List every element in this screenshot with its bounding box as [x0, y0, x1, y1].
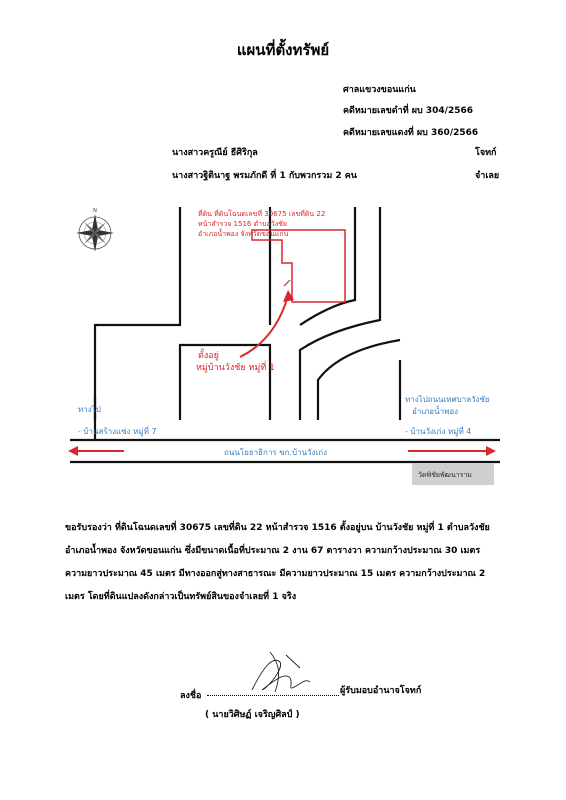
road-curve-inner: [300, 207, 355, 325]
plot-label: ที่ดิน ที่ดินโฉนดเลขที่ 30675 เลขที่ดิน 22 หน้าสำรวจ 1516 ตำบลวังชัย อำเภอน้ำพอง จังหวัดขอนแก่น: [198, 210, 326, 238]
signature-line: [207, 695, 339, 696]
right-direction-label: ทางไปถนนเทศบาลวังชัย อำเภอน้ำพอง - บ้านวังเก่ง หมู่ที่ 4: [405, 395, 490, 436]
road-curve: [300, 207, 380, 420]
road-block-lower: [180, 345, 270, 420]
road-lines: [70, 207, 500, 462]
location-arrow-icon: [240, 296, 288, 357]
signature-label: ลงชื่อ: [180, 691, 202, 701]
svg-text:N: N: [93, 208, 97, 214]
plaintiff-name: นางสาวครูณีย์ ธีศิริกุล: [172, 148, 258, 158]
temple-label: วัดพิชัยพัฒนาราม: [418, 471, 472, 479]
page-title: แผนที่ตั้งทรัพย์: [236, 41, 330, 59]
road-branch-right: [318, 340, 400, 420]
plot-arrow-small: [284, 280, 290, 286]
road-left-upper: [95, 207, 180, 420]
land-plot-outline: [252, 230, 345, 302]
black-case-number: คดีหมายเลขดำที่ ผบ 304/2566: [343, 106, 474, 116]
right-arrow-icon: [486, 446, 496, 456]
left-arrow-icon: [68, 446, 78, 456]
left-direction-label: ทางไป - บ้านสร้างแซ่ง หมู่ที่ 7: [78, 405, 157, 436]
compass-rose-icon: [76, 208, 114, 252]
defendant-name: นางสาวฐิตินาฐ พรมภักดี ที่ 1 กับพวกรวม 2 คน: [172, 171, 357, 181]
signature-image: [252, 652, 310, 692]
plaintiff-role: โจทก์: [475, 148, 497, 158]
defendant-role: จำเลย: [475, 171, 500, 181]
certification-paragraph: ขอรับรองว่า ที่ดินโฉนดเลขที่ 30675 เลขที่ดิน 22 หน้าสำรวจ 1516 ตั้งอยู่บน บ้านวังชัย หมู่ที่ 1 ตำบลวังชัย อำเภอน้ำพอง จังหวัดขอนแก่น ซึ่งมีขนาดเนื้อที่ประมาณ 2 งาน 67 ตารางวา ความกว้างประมาณ 30 เมตร ความยาวประมาณ 45 เมตร มีทางออกสู่ทางสาธารณะ มีความยาวประมาณ 15 เมตร ความกว้างประมาณ 2 เมตร โดยที่ดินแปลงดังกล่าวเป็นทรัพย์สินของจำเลยที่ 1 จริง: [65, 523, 490, 602]
location-label: ตั้งอยู่ หมู่บ้านวังชัย หมู่ที่ 1: [196, 351, 275, 373]
red-case-number: คดีหมายเลขแดงที่ ผบ 360/2566: [343, 128, 479, 138]
road-label: ถนนโยธาธิการ ขก.บ้านวังเก่ง: [224, 448, 327, 457]
court-name: ศาลแขวงขอนแก่น: [343, 85, 416, 95]
signer-role: ผู้รับมอบอำนาจโจทก์: [340, 686, 422, 696]
signer-name: ( นายวิศิษฏ์ เจริญศิลป์ ): [205, 710, 300, 720]
